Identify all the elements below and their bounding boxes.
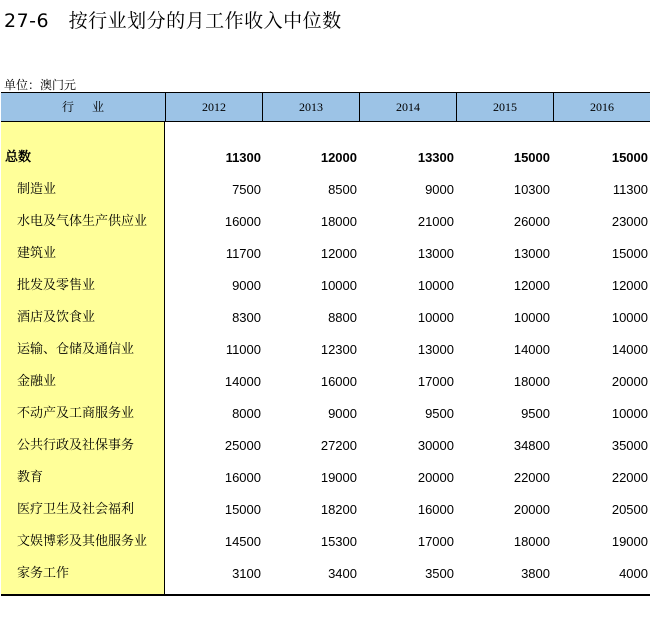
row-label: 总数 [5, 150, 32, 165]
table-row [1, 334, 650, 366]
value-cell-2013: 8500 [328, 182, 357, 197]
table-row [1, 398, 650, 430]
value-cell-2012: 3100 [232, 566, 261, 581]
row-label: 教育 [17, 470, 44, 485]
table-bottom-border [1, 594, 650, 596]
value-cell-2013: 27200 [320, 438, 357, 453]
value-cell-2012: 8000 [232, 406, 261, 421]
table-row [1, 302, 650, 334]
header-year-2016: 2016 [553, 93, 650, 121]
table-header-row [1, 92, 650, 122]
value-cell-2014: 20000 [417, 470, 454, 485]
table-row [1, 270, 650, 302]
value-cell-2014: 13000 [417, 246, 454, 261]
row-label: 不动产及工商服务业 [17, 406, 135, 421]
header-industry: 行业 [61, 100, 122, 114]
table-row [1, 462, 650, 494]
value-cell-2013: 3400 [328, 566, 357, 581]
income-table [1, 92, 650, 596]
value-cell-2012: 11000 [225, 342, 261, 357]
table-row [1, 142, 650, 174]
value-cell-2014: 17000 [417, 534, 454, 549]
value-cell-2012: 16000 [224, 470, 261, 485]
row-label: 酒店及饮食业 [17, 310, 96, 325]
value-cell-2016: 15000 [611, 246, 648, 261]
value-cell-2012: 14000 [224, 374, 261, 389]
value-cell-2014: 9000 [425, 182, 454, 197]
value-cell-2013: 18000 [320, 214, 357, 229]
page-title: 27-6 按行业划分的月工作收入中位数 [4, 10, 342, 32]
row-label: 医疗卫生及社会福利 [17, 502, 135, 517]
value-cell-2013: 12000 [320, 246, 357, 261]
value-cell-2014: 9500 [425, 406, 454, 421]
table-row [1, 558, 650, 590]
header-year-2012: 2012 [165, 93, 262, 121]
value-cell-2016: 10000 [611, 406, 648, 421]
value-cell-2015: 15000 [513, 150, 550, 165]
value-cell-2015: 9500 [521, 406, 550, 421]
value-cell-2014: 13300 [417, 150, 454, 165]
value-cell-2012: 16000 [224, 214, 261, 229]
table-row [1, 526, 650, 558]
row-label: 运输、仓储及通信业 [17, 342, 135, 357]
header-year-2015: 2015 [456, 93, 553, 121]
value-cell-2015: 20000 [513, 502, 550, 517]
row-label: 家务工作 [17, 566, 70, 581]
value-cell-2016: 20500 [611, 502, 648, 517]
table-row [1, 430, 650, 462]
header-year-2013: 2013 [262, 93, 359, 121]
row-label: 公共行政及社保事务 [17, 438, 135, 453]
value-cell-2016: 20000 [611, 374, 648, 389]
value-cell-2014: 10000 [417, 310, 454, 325]
value-cell-2014: 10000 [417, 278, 454, 293]
value-cell-2013: 9000 [328, 406, 357, 421]
value-cell-2015: 34800 [513, 438, 550, 453]
value-cell-2012: 11700 [225, 246, 261, 261]
value-cell-2015: 13000 [513, 246, 550, 261]
value-cell-2015: 18000 [513, 534, 550, 549]
value-cell-2014: 16000 [417, 502, 454, 517]
row-label: 金融业 [17, 374, 57, 389]
row-label: 建筑业 [17, 246, 57, 261]
value-cell-2012: 7500 [232, 182, 261, 197]
row-label: 批发及零售业 [17, 278, 96, 293]
value-cell-2013: 12300 [320, 342, 357, 357]
value-cell-2013: 18200 [320, 502, 357, 517]
value-cell-2016: 35000 [611, 438, 648, 453]
row-label: 文娱博彩及其他服务业 [17, 534, 148, 549]
value-cell-2015: 3800 [521, 566, 550, 581]
value-cell-2015: 12000 [513, 278, 550, 293]
value-cell-2014: 17000 [417, 374, 454, 389]
value-cell-2012: 25000 [224, 438, 261, 453]
table-row [1, 494, 650, 526]
value-cell-2012: 11300 [225, 150, 261, 165]
value-cell-2016: 19000 [611, 534, 648, 549]
table-row [1, 174, 650, 206]
value-cell-2014: 13000 [417, 342, 454, 357]
value-cell-2012: 9000 [232, 278, 261, 293]
value-cell-2012: 14500 [224, 534, 261, 549]
value-cell-2016: 10000 [611, 310, 648, 325]
value-cell-2016: 12000 [611, 278, 648, 293]
header-year-2014: 2014 [359, 93, 456, 121]
value-cell-2015: 22000 [513, 470, 550, 485]
value-cell-2013: 15300 [320, 534, 357, 549]
value-cell-2016: 4000 [619, 566, 648, 581]
row-label: 水电及气体生产供应业 [17, 214, 148, 229]
value-cell-2012: 15000 [224, 502, 261, 517]
table-row [1, 206, 650, 238]
value-cell-2016: 15000 [611, 150, 648, 165]
row-label: 制造业 [17, 182, 57, 197]
value-cell-2016: 11300 [612, 182, 648, 197]
value-cell-2013: 19000 [320, 470, 357, 485]
table-row [1, 238, 650, 270]
value-cell-2012: 8300 [232, 310, 261, 325]
table-row [1, 366, 650, 398]
value-cell-2015: 14000 [513, 342, 550, 357]
unit-label: 单位：澳门元 [4, 78, 77, 92]
value-cell-2015: 10300 [513, 182, 550, 197]
value-cell-2016: 22000 [611, 470, 648, 485]
value-cell-2015: 10000 [513, 310, 550, 325]
value-cell-2016: 23000 [611, 214, 648, 229]
value-cell-2013: 8800 [328, 310, 357, 325]
value-cell-2014: 21000 [417, 214, 454, 229]
value-cell-2013: 12000 [320, 150, 357, 165]
value-cell-2014: 30000 [417, 438, 454, 453]
value-cell-2015: 18000 [513, 374, 550, 389]
value-cell-2016: 14000 [611, 342, 648, 357]
value-cell-2013: 10000 [320, 278, 357, 293]
value-cell-2015: 26000 [513, 214, 550, 229]
value-cell-2013: 16000 [320, 374, 357, 389]
value-cell-2014: 3500 [425, 566, 454, 581]
